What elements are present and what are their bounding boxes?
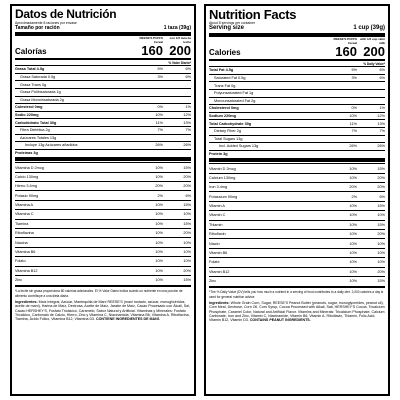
- calories-row: [209, 45, 385, 58]
- nutrient-dv-with-milk: 26%: [183, 143, 191, 148]
- micronutrient-dv-with-milk: 10%: [377, 213, 385, 218]
- micronutrient-row: [15, 181, 191, 190]
- nutrient-name: Saturated Fat 0.5g: [214, 76, 246, 81]
- nutrient-row: [209, 104, 385, 112]
- calories-value: 200: [169, 43, 191, 59]
- micronutrient-name: Vitamin B6: [209, 251, 228, 256]
- ingredients-label: Ingredients:: [209, 300, 230, 305]
- nutrient-dv-cereal: 10%: [349, 114, 357, 119]
- micronutrient-name: Vitamina C: [15, 212, 34, 217]
- micronutrient-row: [209, 238, 385, 247]
- micronutrient-dv-with-milk: 10%: [183, 240, 191, 245]
- micronutrient-dv-cereal: 10%: [155, 278, 163, 283]
- panel-title: Datos de Nutrición: [15, 7, 117, 21]
- micronutrient-dv-cereal: 10%: [349, 175, 357, 180]
- nutrient-name: Total Fat 4.5g: [209, 68, 234, 73]
- micronutrient-dv-cereal: 10%: [349, 241, 357, 246]
- column-header-with-milk: con 1/2 taza de leche: [169, 36, 191, 44]
- micronutrient-row: [15, 219, 191, 228]
- ingredients-label: Ingredientes:: [15, 299, 38, 304]
- micronutrient-name: Zinc: [15, 278, 23, 283]
- micronutrient-dv-cereal: 10%: [155, 221, 163, 226]
- divider-thick: [15, 32, 191, 36]
- micronutrient-name: Vitamin D 2mcg: [209, 166, 236, 171]
- ingredients-block: [209, 301, 385, 323]
- footnote: *The % Daily Value (DV) tells you how much a nutrient in a serving of food contributes to a daily diet. 2,000 calories a day is used for general nutrition advice.: [209, 290, 384, 299]
- nutrient-dv-cereal: 10%: [155, 113, 163, 118]
- nutrient-row: [209, 89, 385, 97]
- divider-thick: [15, 157, 191, 161]
- nutrient-row: [15, 126, 191, 134]
- micronutrient-dv-with-milk: 15%: [377, 279, 385, 284]
- daily-value-label: % Valor Diario*: [168, 61, 191, 66]
- nutrient-dv-cereal: 0%: [157, 105, 163, 110]
- micronutrient-dv-with-milk: 20%: [183, 268, 191, 273]
- micronutrient-dv-with-milk: 10%: [183, 212, 191, 217]
- micronutrient-name: Folato: [15, 259, 26, 264]
- nutrient-name: Incluye 13g Azúcares añadidos: [25, 143, 78, 148]
- micronutrient-dv-cereal: 10%: [349, 213, 357, 218]
- nutrient-name: Sodio 220mg: [15, 113, 39, 118]
- micronutrient-row: [209, 210, 385, 219]
- nutrient-row: [209, 81, 385, 89]
- servings-per-container: Aproximadamente 8 raciones por envase: [15, 21, 77, 25]
- micronutrient-row: [15, 162, 191, 171]
- nutrient-dv-with-milk: 1%: [185, 105, 191, 110]
- serving-size-value: 1 taza (39g): [163, 25, 191, 31]
- nutrient-dv-with-milk: 26%: [377, 144, 385, 149]
- nutrient-row: [15, 149, 191, 157]
- micronutrient-name: Potasio 90mg: [15, 193, 39, 198]
- nutrient-name: Polyunsaturated Fat 1g: [214, 91, 254, 96]
- column-header-cereal: REESE'S PUFFS Cereal: [139, 36, 163, 44]
- micronutrient-dv-with-milk: 20%: [183, 174, 191, 179]
- nutrient-row: [209, 97, 385, 105]
- micronutrient-name: Riboflavin: [209, 232, 226, 237]
- micronutrient-dv-with-milk: 15%: [183, 203, 191, 208]
- nutrient-row: [15, 134, 191, 142]
- nutrient-name: Proteínas 3g: [15, 151, 38, 156]
- nutrient-dv-with-milk: 6%: [379, 76, 385, 81]
- nutrient-row: [209, 142, 385, 150]
- calories-label: Calorías: [15, 47, 47, 57]
- micronutrient-dv-cereal: 10%: [155, 174, 163, 179]
- ingredients-text: Maíz Integral, Azúcar, Mantequilla de Maní REESE'S (maní tostado, azúcar, monoglicéridos, aceite de maní), Harina de Maíz, Dextrosa, Aceite de Maíz, Jarabe de Maíz, Cacao Procesado con Álcali, Sal, Cacao HERSHEY'S, Fosfato Tricálcico, Caramelo, Sabor Natural y Artificial. Vitaminas y Minerales: Fosfato Tricálcico, Carbonato de Calcio, Hierro, Zinc y Vitamina C, Niacinamida, Vitamina B6, Vitamina A, Riboflavina, Tiamina, Ácido Fólico, Vitamina B12, Vitamina D3.: [15, 299, 190, 322]
- column-header-cereal: REESE'S PUFFS Cereal: [333, 37, 357, 45]
- nutrient-row: [15, 80, 191, 88]
- nutrient-dv-cereal: 3%: [351, 76, 357, 81]
- nutrient-row: [209, 119, 385, 127]
- nutrient-name: Azúcares Totales 13g: [20, 135, 57, 140]
- micronutrient-dv-with-milk: 15%: [377, 204, 385, 209]
- micronutrient-row: [209, 220, 385, 229]
- micronutrient-dv-cereal: 20%: [349, 185, 357, 190]
- micronutrient-row: [15, 200, 191, 209]
- micronutrient-row: [15, 256, 191, 265]
- micronutrient-dv-cereal: 10%: [349, 232, 357, 237]
- calories-values: [329, 45, 385, 58]
- micronutrient-name: Vitamina D 2mcg: [15, 165, 44, 170]
- micronutrient-dv-cereal: 10%: [155, 250, 163, 255]
- nutrient-dv-with-milk: 13%: [183, 120, 191, 125]
- micronutrient-name: Vitamina B6: [15, 250, 36, 255]
- micronutrient-name: Niacin: [209, 241, 220, 246]
- allergen-statement: CONTIENE INGREDIENTES DE MANÍ.: [96, 317, 160, 322]
- micronutrient-name: Riboflavina: [15, 231, 34, 236]
- nutrient-dv-cereal: 5%: [157, 67, 163, 72]
- micronutrient-dv-cereal: 10%: [349, 269, 357, 274]
- calories-values: [135, 44, 191, 57]
- servings-per-container: About 8 servings per container: [209, 21, 255, 25]
- micronutrient-dv-with-milk: 15%: [183, 165, 191, 170]
- column-headers: [15, 37, 191, 44]
- micronutrient-dv-cereal: 10%: [349, 222, 357, 227]
- nutrient-name: Carbohidrato Total 30g: [15, 120, 57, 125]
- micronutrient-name: Vitamin A: [209, 204, 225, 209]
- nutrient-name: Total Carbohydrate 30g: [209, 121, 252, 126]
- panel-title: Nutrition Facts: [209, 7, 297, 22]
- micronutrient-dv-with-milk: 15%: [377, 166, 385, 171]
- calories-row: [15, 44, 191, 57]
- micronutrient-dv-with-milk: 15%: [377, 222, 385, 227]
- micronutrient-dv-cereal: 2%: [351, 194, 357, 199]
- micronutrient-dv-with-milk: 6%: [379, 194, 385, 199]
- calories-value: 200: [363, 44, 385, 60]
- calories-value: 160: [335, 44, 357, 60]
- nutrient-name: Grasa Saturada 0.5g: [20, 75, 56, 80]
- nutrient-row: [209, 150, 385, 158]
- micronutrient-row: [209, 257, 385, 266]
- nutrient-dv-cereal: 0%: [351, 106, 357, 111]
- nutrient-row: [15, 141, 191, 149]
- divider-medium: [15, 285, 191, 287]
- calories-label: Calories: [209, 48, 241, 58]
- micronutrient-name: Zinc: [209, 279, 217, 284]
- micronutrient-row: [15, 275, 191, 284]
- nutrient-dv-with-milk: 13%: [377, 121, 385, 126]
- ingredients-block: [15, 300, 191, 322]
- micronutrient-dv-with-milk: 10%: [377, 260, 385, 265]
- micronutrient-name: Potassium 90mg: [209, 194, 238, 199]
- nutrient-name: Monounsaturated Fat 2g: [214, 98, 256, 103]
- micronutrient-dv-with-milk: 6%: [185, 193, 191, 198]
- nutrient-row: [209, 135, 385, 143]
- nutrient-name: Fibra Dietética 2g: [20, 128, 50, 133]
- nutrient-name: Grasa Monoinsaturada 2g: [20, 97, 64, 102]
- micronutrient-name: Vitamina A: [15, 203, 34, 208]
- micronutrient-name: Calcium 130mg: [209, 175, 236, 180]
- nutrient-dv-cereal: 5%: [351, 68, 357, 73]
- micronutrient-row: [209, 276, 385, 285]
- nutrient-row: [209, 66, 385, 74]
- allergen-statement: CONTAINS PEANUT INGREDIENTS.: [249, 318, 311, 323]
- nutrient-row: [209, 127, 385, 135]
- divider-thick: [209, 158, 385, 162]
- micronutrient-dv-with-milk: 20%: [377, 232, 385, 237]
- micronutrient-dv-with-milk: 20%: [377, 185, 385, 190]
- micronutrient-row: [15, 190, 191, 199]
- nutrient-row: [209, 112, 385, 120]
- nutrient-dv-with-milk: 1%: [379, 106, 385, 111]
- micronutrient-dv-cereal: 10%: [349, 204, 357, 209]
- micronutrient-name: Tiamina: [15, 221, 29, 226]
- nutrient-name: Protein 3g: [209, 152, 228, 157]
- nutrient-dv-cereal: 26%: [155, 143, 163, 148]
- divider-medium: [209, 286, 385, 288]
- nutrient-dv-with-milk: 6%: [185, 75, 191, 80]
- micronutrient-dv-with-milk: 20%: [183, 184, 191, 189]
- micronutrient-row: [209, 163, 385, 172]
- micronutrient-dv-with-milk: 15%: [183, 278, 191, 283]
- micronutrient-name: Calcio 130mg: [15, 174, 39, 179]
- serving-size-label: Tamaño por ración: [15, 25, 60, 31]
- nutrient-name: Grasa Poliinsaturada 1g: [20, 90, 61, 95]
- nutrient-dv-cereal: 11%: [155, 120, 163, 125]
- micronutrient-dv-with-milk: 10%: [377, 251, 385, 256]
- micronutrient-row: [209, 267, 385, 276]
- micronutrient-dv-with-milk: 20%: [377, 269, 385, 274]
- micronutrient-row: [209, 173, 385, 182]
- serving-size-label: Serving size: [209, 25, 245, 31]
- nutrient-row: [15, 65, 191, 73]
- serving-size-row: [15, 25, 191, 31]
- nutrient-dv-with-milk: 6%: [379, 68, 385, 73]
- serving-size-row: [209, 25, 385, 32]
- nutrient-dv-with-milk: 12%: [183, 113, 191, 118]
- micronutrient-row: [209, 201, 385, 210]
- nutrient-dv-with-milk: 6%: [185, 67, 191, 72]
- column-headers: [209, 38, 385, 45]
- micronutrient-dv-cereal: 10%: [349, 279, 357, 284]
- serving-size-value: 1 cup (39g): [353, 25, 385, 31]
- micronutrient-dv-cereal: 20%: [155, 184, 163, 189]
- nutrient-row: [15, 73, 191, 81]
- micronutrient-dv-cereal: 10%: [349, 166, 357, 171]
- nutrient-name: Grasa Total 4.5g: [15, 67, 45, 72]
- micronutrient-dv-with-milk: 20%: [183, 231, 191, 236]
- ingredients-text: Whole Grain Corn, Sugar, REESE'S Peanut Butter (peanuts, sugar, monoglycerides, peanut oil), Corn Meal, Dextrose, Corn Oil, Corn Syrup, Cocoa Processed with Alkali, Salt, HERSHEY'S Cocoa, Tricalcium Phosphate, Caramel Color, Natural and Artificial Flavor. Vitamins and Minerals: Tricalcium Phosphate, Calcium Carbonate, Iron and Zinc, Vitamin C, Niacinamide, Vitamin B6, Vitamin A, Riboflavin, Thiamin, Folic Acid, Vitamin B12, Vitamin D3.: [209, 300, 385, 323]
- micronutrient-row: [209, 191, 385, 200]
- nutrient-row: [15, 96, 191, 104]
- micronutrient-row: [15, 172, 191, 181]
- nutrient-dv-with-milk: 12%: [377, 114, 385, 119]
- micronutrient-dv-with-milk: 15%: [183, 221, 191, 226]
- micronutrient-dv-cereal: 10%: [155, 212, 163, 217]
- divider-medium: [209, 59, 385, 61]
- micronutrient-name: Folate: [209, 260, 220, 265]
- nutrient-row: [15, 88, 191, 96]
- calories-value: 160: [141, 43, 163, 59]
- nutrient-name: Total Sugars 13g: [214, 136, 243, 141]
- nutrient-dv-cereal: 11%: [349, 121, 357, 126]
- micronutrient-row: [15, 266, 191, 275]
- micronutrient-row: [209, 182, 385, 191]
- footnote: *La leche sin grasa proporciona 80 calorías adicionales. El % Valor Diario indica cuánto un nutriente en una porción de alimento contribuye a una dieta diaria.: [15, 289, 183, 298]
- nutrient-row: [15, 118, 191, 126]
- nutrient-name: Incl. Added Sugars 13g: [219, 144, 259, 149]
- micronutrient-name: Vitamin B12: [209, 269, 230, 274]
- divider-thick: [209, 33, 385, 37]
- micronutrient-name: Hierro 3.4mg: [15, 184, 37, 189]
- micronutrient-dv-cereal: 10%: [155, 231, 163, 236]
- micronutrient-row: [15, 228, 191, 237]
- english-nutrition-panel: [204, 4, 390, 396]
- nutrient-name: Sodium 220mg: [209, 114, 237, 119]
- micronutrient-row: [209, 229, 385, 238]
- micronutrient-dv-with-milk: 10%: [183, 259, 191, 264]
- micronutrient-row: [209, 248, 385, 257]
- micronutrient-row: [15, 237, 191, 246]
- spanish-nutrition-panel: [10, 4, 196, 396]
- micronutrient-dv-cereal: 2%: [157, 193, 163, 198]
- nutrient-name: Colesterol 0mg: [15, 105, 43, 110]
- divider-medium: [15, 58, 191, 60]
- nutrient-dv-cereal: 7%: [351, 129, 357, 134]
- micronutrient-name: Thiamin: [209, 222, 223, 227]
- nutrient-dv-cereal: 3%: [157, 75, 163, 80]
- micronutrient-dv-cereal: 10%: [155, 240, 163, 245]
- micronutrient-name: Iron 3.4mg: [209, 185, 228, 190]
- nutrient-name: Cholesterol 0mg: [209, 106, 239, 111]
- nutrient-name: Dietary Fiber 2g: [214, 129, 242, 134]
- micronutrient-dv-with-milk: 20%: [377, 175, 385, 180]
- nutrient-name: Grasa Trans 0g: [20, 82, 47, 87]
- micronutrient-name: Niacina: [15, 240, 28, 245]
- daily-value-label: % Daily Value*: [363, 62, 385, 67]
- micronutrient-dv-cereal: 10%: [155, 259, 163, 264]
- micronutrient-name: Vitamina B12: [15, 268, 38, 273]
- micronutrient-name: Vitamin C: [209, 213, 226, 218]
- micronutrient-dv-cereal: 10%: [155, 268, 163, 273]
- micronutrient-dv-cereal: 10%: [349, 260, 357, 265]
- micronutrient-row: [15, 209, 191, 218]
- micronutrient-row: [15, 247, 191, 256]
- nutrient-dv-cereal: 7%: [157, 128, 163, 133]
- nutrient-dv-with-milk: 7%: [379, 129, 385, 134]
- micronutrient-dv-cereal: 10%: [155, 203, 163, 208]
- micronutrient-dv-cereal: 10%: [155, 165, 163, 170]
- nutrient-row: [209, 74, 385, 82]
- nutrient-name: Trans Fat 0g: [214, 83, 236, 88]
- nutrient-dv-cereal: 26%: [349, 144, 357, 149]
- micronutrient-dv-with-milk: 10%: [377, 241, 385, 246]
- micronutrient-dv-with-milk: 10%: [183, 250, 191, 255]
- nutrient-dv-with-milk: 7%: [185, 128, 191, 133]
- micronutrient-dv-cereal: 10%: [349, 251, 357, 256]
- nutrient-row: [15, 103, 191, 111]
- nutrient-row: [15, 111, 191, 119]
- column-header-with-milk: with 1/2 cup skim milk: [360, 37, 385, 45]
